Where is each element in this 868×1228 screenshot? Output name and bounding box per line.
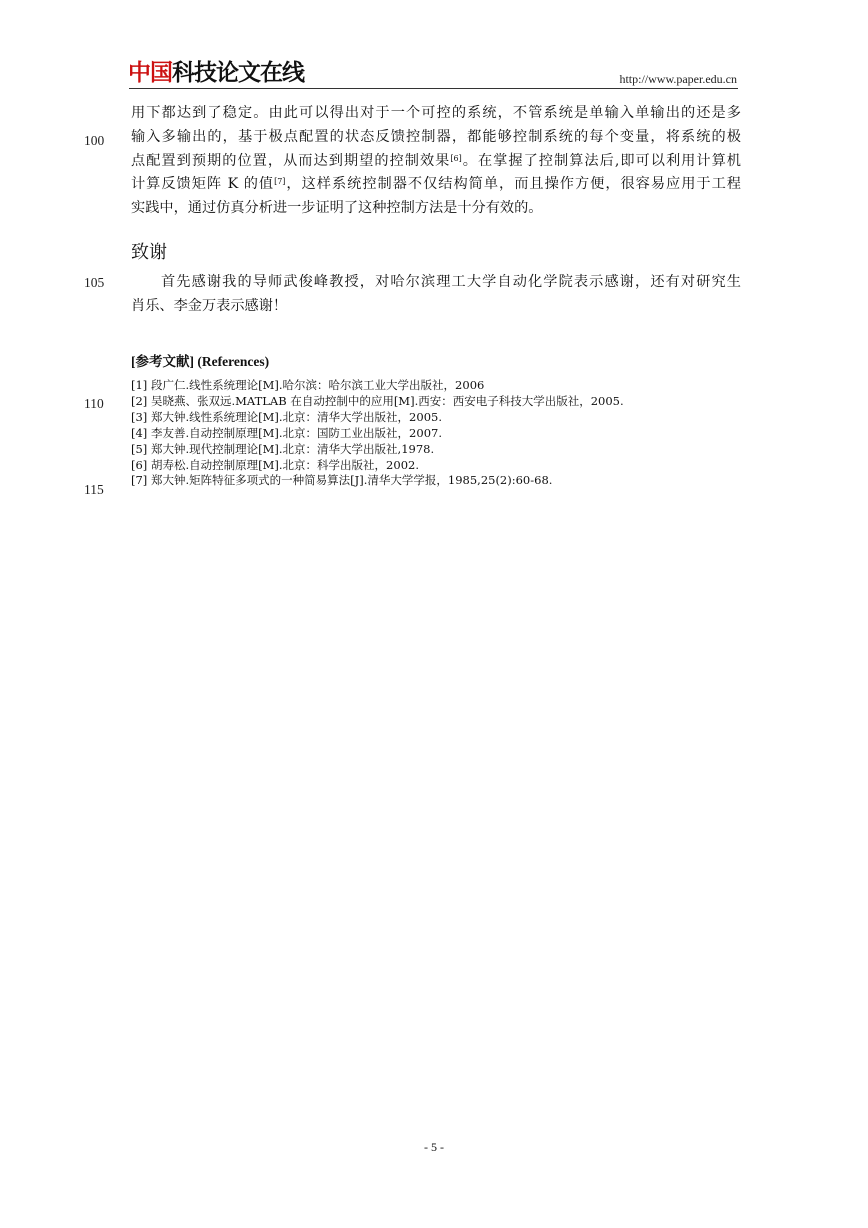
reference-item — [131, 473, 624, 489]
line-number-110: 110 — [84, 396, 104, 411]
reference-number: [1] — [131, 378, 148, 392]
reference-text: 郑大钟.线性系统理论[M].北京：清华大学出版社，2005. — [151, 409, 442, 424]
reference-text: 胡寿松.自动控制原理[M].北京：科学出版社，2002. — [151, 457, 419, 472]
logo-black-text: 科技论文在线 — [172, 60, 304, 86]
reference-number: [5] — [131, 441, 148, 456]
reference-item — [131, 378, 624, 394]
acknowledgement-heading: 致谢 — [131, 242, 167, 263]
reference-text: 吴晓燕、张双远.MATLAB 在自动控制中的应用[M].西安：西安电子科技大学出版社，2005. — [151, 393, 624, 408]
citation-6[interactable]: [6] — [450, 153, 462, 163]
site-logo — [128, 58, 304, 88]
reference-item — [131, 442, 624, 458]
paragraph-line-5: 实践中，通过仿真分析进一步证明了这种控制方法是十分有效的。 — [131, 200, 543, 217]
reference-number: [2] — [131, 393, 148, 408]
reference-number: [3] — [131, 409, 148, 424]
reference-text: 郑大钟.矩阵特征多项式的一种简易算法[J].清华大学学报，1985,25(2):60-68. — [151, 473, 553, 488]
reference-number: [6] — [131, 457, 148, 472]
reference-item — [131, 458, 624, 474]
paragraph-line-2: 输入多输出的，基于极点配置的状态反馈控制器，都能够控制系统的每个变量，将系统的极 — [131, 128, 741, 145]
line4-text-a: 计算反馈矩阵 K 的值 — [131, 176, 275, 193]
logo-red-text: 中国 — [128, 60, 172, 86]
reference-number: [7] — [131, 473, 148, 488]
reference-text: 李友善.自动控制原理[M].北京：国防工业出版社，2007. — [151, 425, 442, 440]
line-number-115: 115 — [84, 482, 104, 497]
header-url: http://www.paper.edu.cn — [619, 72, 737, 86]
acknowledgement-paragraph — [131, 271, 741, 319]
ack-line-1: 首先感谢我的导师武俊峰教授，对哈尔滨理工大学自动化学院表示感谢，还有对研究生 — [161, 274, 741, 290]
line3-text-a: 点配置到预期的位置，从而达到期望的控制效果 — [131, 152, 451, 169]
line3-text-b: 。在掌握了控制算法后,即可以利用计算机 — [461, 152, 741, 169]
reference-text: 郑大钟.现代控制理论[M].北京：清华大学出版社,1978. — [151, 441, 435, 456]
ack-line-2: 肖乐、李金万表示感谢！ — [131, 297, 288, 314]
line-number-100: 100 — [84, 133, 105, 148]
body-paragraph — [131, 102, 741, 221]
header-rule — [129, 88, 738, 89]
reference-text: 段广仁.线性系统理论[M].哈尔滨：哈尔滨工业大学出版社，2006 — [151, 378, 485, 392]
reference-item — [131, 426, 624, 442]
reference-item — [131, 410, 624, 426]
paragraph-line-1: 用下都达到了稳定。由此可以得出对于一个可控的系统，不管系统是单输入单输出的还是多 — [131, 105, 741, 121]
paragraph-line-3 — [131, 150, 741, 174]
reference-item — [131, 394, 624, 410]
references-list — [131, 378, 624, 489]
reference-number: [4] — [131, 425, 148, 440]
line-number-105: 105 — [84, 275, 105, 290]
line4-text-b: ，这样系统控制器不仅结构简单，而且操作方便，很容易应用于工程 — [285, 176, 741, 193]
references-heading: [参考文献] (References) — [131, 354, 270, 369]
page-number: - 5 - — [424, 1140, 444, 1154]
citation-7[interactable]: [7] — [274, 177, 286, 187]
paragraph-line-4 — [131, 173, 741, 197]
